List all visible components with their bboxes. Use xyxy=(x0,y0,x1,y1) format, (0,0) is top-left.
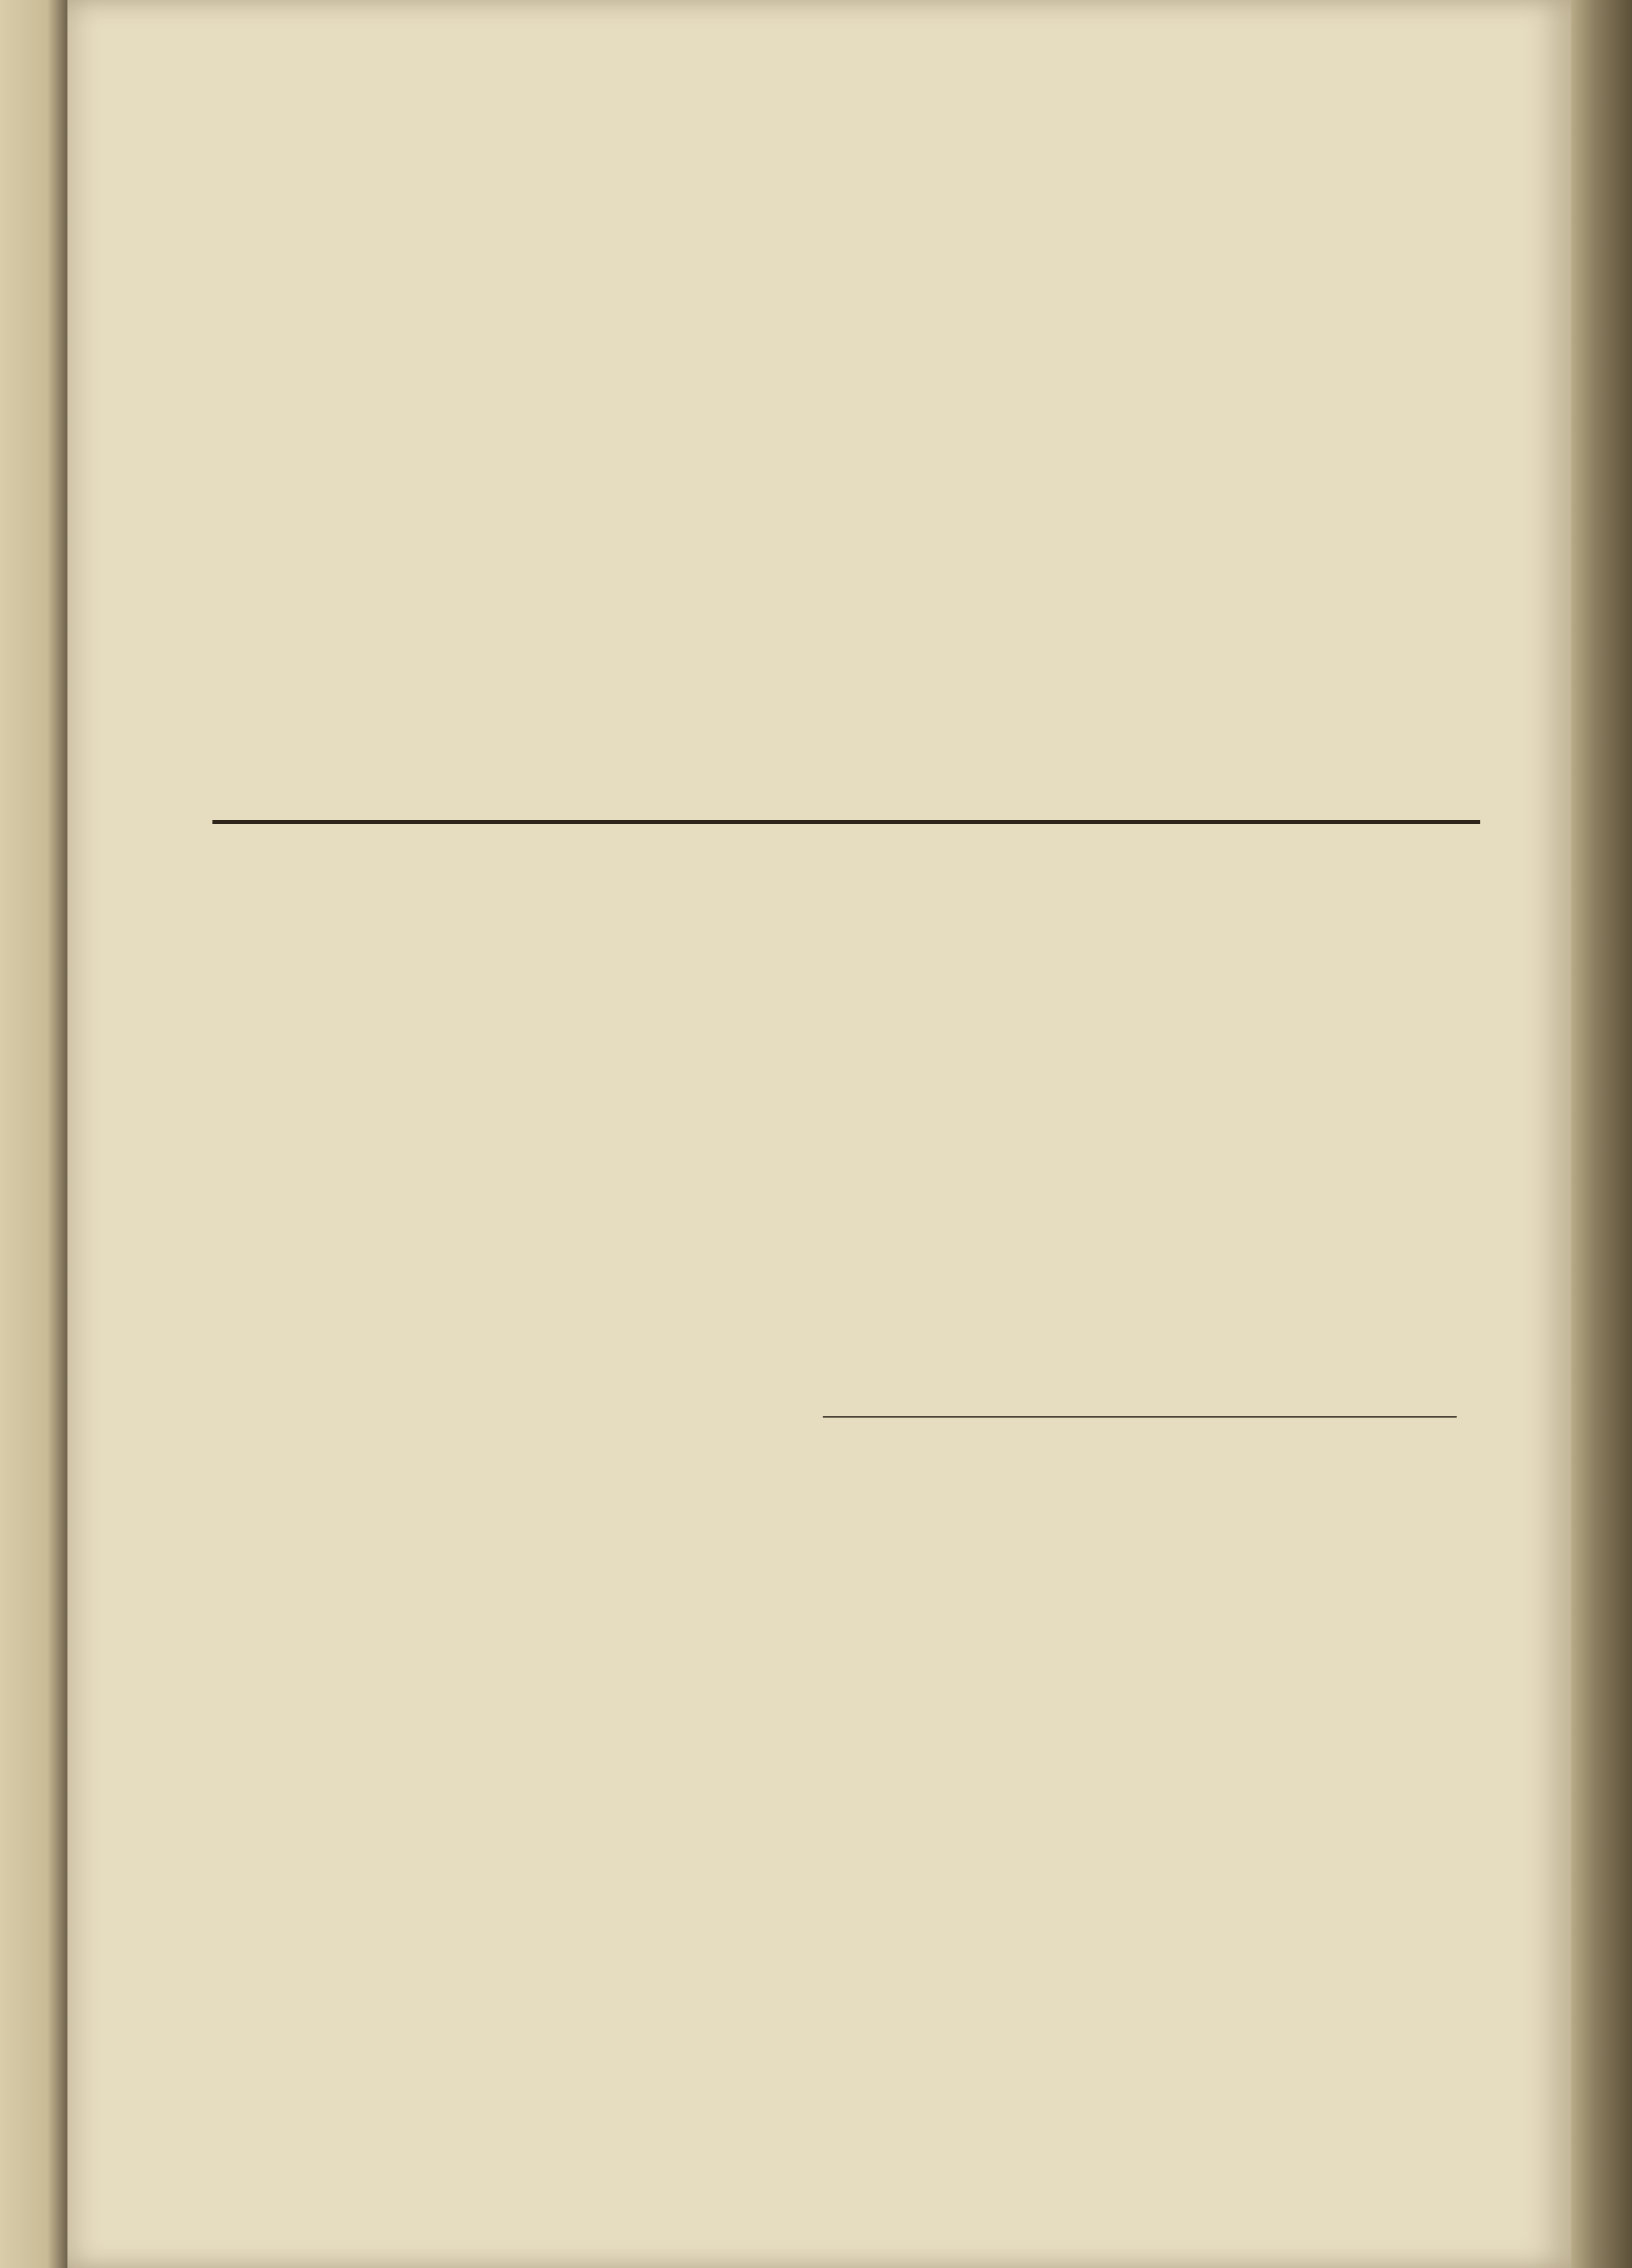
book-edge xyxy=(1571,0,1632,2268)
facing-page-edge xyxy=(0,0,67,2268)
column-divider xyxy=(823,1416,1457,1418)
section-divider xyxy=(212,820,1480,824)
document-page xyxy=(67,0,1571,2268)
